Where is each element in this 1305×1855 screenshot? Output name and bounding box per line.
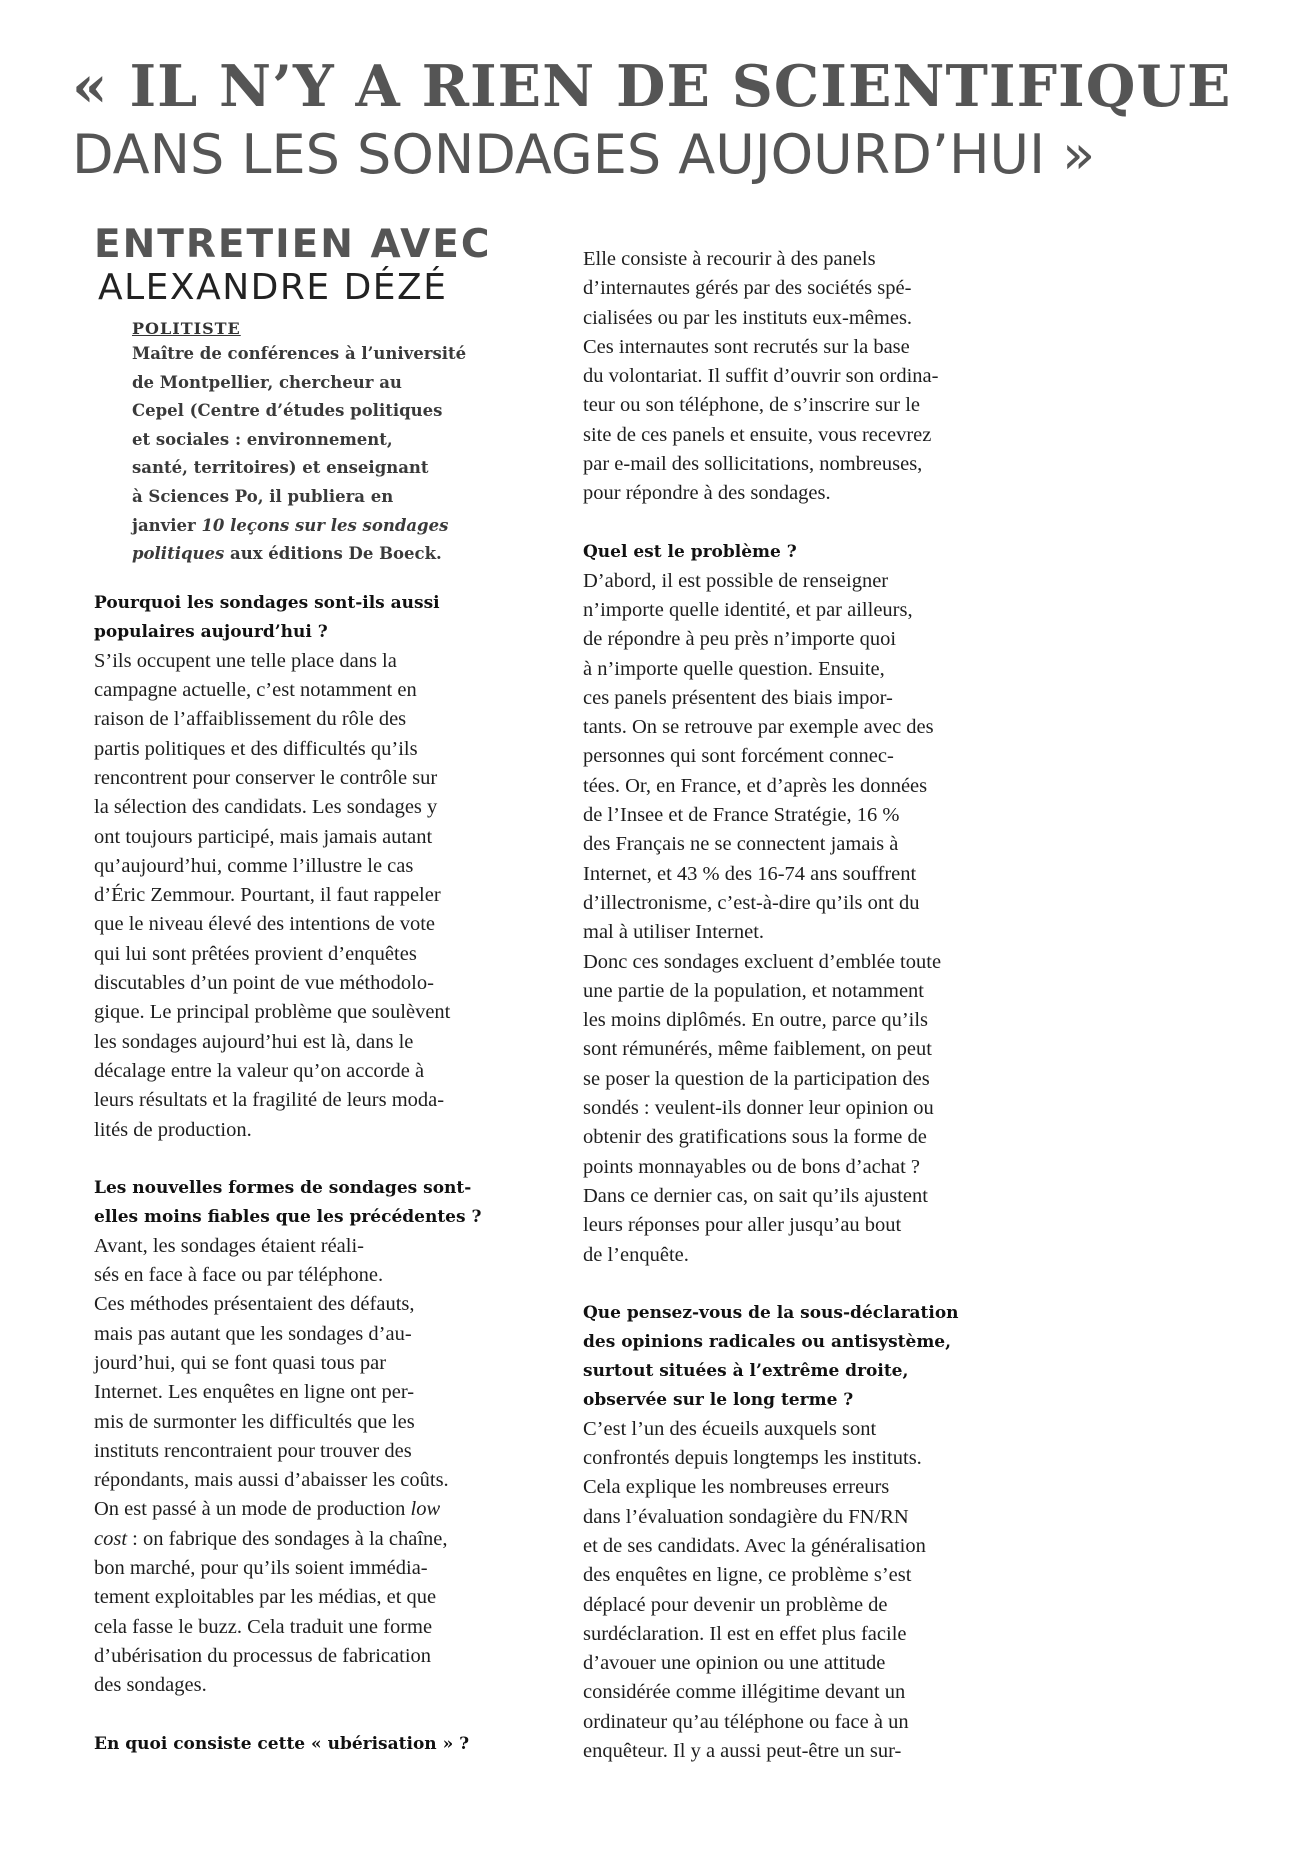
answer-line: n’importe quelle identité, et par ailleurs, xyxy=(583,598,913,621)
question-line: des opinions radicales ou antisystème, xyxy=(583,1331,952,1352)
answer-line: leurs résultats et la fragilité de leurs moda- xyxy=(94,1089,445,1112)
headline xyxy=(72,52,1272,190)
answer-line xyxy=(94,1495,544,1524)
answer-line: Ces internautes sont recrutés sur la base xyxy=(583,335,910,358)
answer-line: les moins diplômés. En outre, parce qu’ils xyxy=(583,1009,929,1032)
bio-text-span: aux éditions De Boeck. xyxy=(224,544,442,564)
bio-text-span: janvier xyxy=(132,515,202,535)
emphasis: low xyxy=(410,1498,441,1521)
answer-line: sondés : veulent-ils donner leur opinion ou xyxy=(583,1097,934,1120)
answer-line: Cela explique les nombreuses erreurs xyxy=(583,1476,890,1499)
answer-line: Internet, et 43 % des 16-74 ans souffrent xyxy=(583,862,917,885)
answer-line: mis de surmonter les difficultés que les xyxy=(94,1410,415,1433)
answer-line: de répondre à peu près n’importe quoi xyxy=(583,628,897,651)
interviewee-role: POLITISTE xyxy=(132,319,241,338)
answer-4 xyxy=(583,567,1028,1270)
answer-text-span: On est passé à un mode de production xyxy=(94,1498,411,1521)
answer-line: tants. On se retrouve par exemple avec des xyxy=(583,716,934,739)
answer-line: site de ces panels et ensuite, vous recevrez xyxy=(583,423,932,446)
headline-line-1: « IL N’Y A RIEN DE SCIENTIFIQUE xyxy=(72,53,1232,120)
bio-line: et sociales : environnement, xyxy=(132,429,393,449)
answer-line: répondants, mais aussi d’abaisser les coûts. xyxy=(94,1469,449,1492)
answer-line: d’internautes gérés par des sociétés spé- xyxy=(583,277,912,300)
answer-line: tement exploitables par les médias, et que xyxy=(94,1586,437,1609)
answer-line: à n’importe quelle question. Ensuite, xyxy=(583,657,885,680)
bio-text xyxy=(132,340,532,569)
answer-line: décalage entre la valeur qu’on accorde à xyxy=(94,1059,425,1082)
answer-line: déplacé pour devenir un problème de xyxy=(583,1593,888,1616)
question-5 xyxy=(583,1299,1028,1415)
answer-line: points monnayables ou de bons d’achat ? xyxy=(583,1155,921,1178)
question-line: surtout situées à l’extrême droite, xyxy=(583,1360,909,1381)
answer-line: Ces méthodes présentaient des défauts, xyxy=(94,1293,415,1316)
answer-line xyxy=(94,1525,544,1554)
answer-line: des enquêtes en ligne, ce problème s’est xyxy=(583,1564,912,1587)
answer-line: ont toujours participé, mais jamais autant xyxy=(94,825,433,848)
answer-2 xyxy=(94,1232,544,1701)
answer-line: pour répondre à des sondages. xyxy=(583,482,831,505)
answer-line: personnes qui sont forcément connec- xyxy=(583,745,894,768)
answer-line: dans l’évaluation sondagière du FN/RN xyxy=(583,1505,909,1528)
answer-line: cialisées ou par les instituts eux-mêmes. xyxy=(583,306,913,329)
answer-line: sont rémunérés, même faiblement, on peut xyxy=(583,1038,932,1061)
bio-line xyxy=(132,540,532,569)
answer-line: leurs réponses pour aller jusqu’au bout xyxy=(583,1214,902,1237)
answer-line: gique. Le principal problème que soulèvent xyxy=(94,1001,451,1024)
answer-line: mais pas autant que les sondages d’au- xyxy=(94,1322,412,1345)
interviewee-bio xyxy=(132,318,532,569)
answer-line: d’Éric Zemmour. Pourtant, il faut rappeler xyxy=(94,884,441,907)
answer-line: de l’enquête. xyxy=(583,1243,689,1266)
right-column xyxy=(583,245,1028,1766)
book-title: 10 leçons sur les sondages xyxy=(201,515,449,535)
headline-line-2: DANS LES SONDAGES AUJOURD’HUI » xyxy=(72,123,1096,186)
answer-line: sés en face à face ou par téléphone. xyxy=(94,1264,384,1287)
answer-line: Elle consiste à recourir à des panels xyxy=(583,248,876,270)
left-column xyxy=(94,224,544,1759)
answer-line: la sélection des candidats. Les sondages y xyxy=(94,796,438,819)
interview-kicker: ENTRETIEN AVEC xyxy=(94,222,492,267)
answer-text-span: : on fabrique des sondages à la chaîne, xyxy=(127,1527,448,1550)
question-line: elles moins fiables que les précédentes ? xyxy=(94,1206,482,1227)
answer-line: une partie de la population, et notamment xyxy=(583,979,924,1002)
answer-line: C’est l’un des écueils auxquels sont xyxy=(583,1417,877,1440)
answer-line: d’illectronisme, c’est-à-dire qu’ils ont du xyxy=(583,891,920,914)
answer-line: d’avouer une opinion ou une attitude xyxy=(583,1652,886,1675)
bio-line: à Sciences Po, il publiera en xyxy=(132,486,394,506)
answer-line: enquêteur. Il y a aussi peut-être un sur- xyxy=(583,1740,902,1763)
answer-line: Avant, les sondages étaient réali- xyxy=(94,1234,365,1257)
bio-line: de Montpellier, chercheur au xyxy=(132,372,402,392)
answer-line: ordinateur qu’au téléphone ou face à un xyxy=(583,1710,909,1733)
answer-line: qu’aujourd’hui, comme l’illustre le cas xyxy=(94,854,414,877)
answer-line: du volontariat. Il suffit d’ouvrir son ordina- xyxy=(583,365,939,388)
answer-line: tées. Or, en France, et d’après les données xyxy=(583,774,928,797)
bio-line xyxy=(132,512,532,541)
answer-line: S’ils occupent une telle place dans la xyxy=(94,649,397,672)
answer-line: confrontés depuis longtemps les instituts. xyxy=(583,1447,922,1470)
answer-line: se poser la question de la participation des xyxy=(583,1067,930,1090)
answer-5 xyxy=(583,1415,1028,1767)
answer-line: jourd’hui, qui se font quasi tous par xyxy=(94,1351,387,1374)
answer-line: Dans ce dernier cas, on sait qu’ils ajustent xyxy=(583,1184,928,1207)
answer-line: lités de production. xyxy=(94,1118,252,1141)
answer-line: qui lui sont prêtées provient d’enquêtes xyxy=(94,942,417,965)
question-2 xyxy=(94,1174,544,1232)
answer-line: que le niveau élevé des intentions de vote xyxy=(94,913,435,936)
answer-line: partis politiques et des difficultés qu’ils xyxy=(94,737,418,760)
answer-line: d’ubérisation du processus de fabrication xyxy=(94,1644,432,1667)
bio-line: Cepel (Centre d’études politiques xyxy=(132,401,443,421)
bio-line: santé, territoires) et enseignant xyxy=(132,458,429,478)
answer-line: surdéclaration. Il est en effet plus facile xyxy=(583,1622,907,1645)
question-line: Les nouvelles formes de sondages sont- xyxy=(94,1177,472,1198)
answer-line: mal à utiliser Internet. xyxy=(583,921,765,944)
answer-line: Donc ces sondages excluent d’emblée toute xyxy=(583,950,942,973)
question-line: observée sur le long terme ? xyxy=(583,1389,854,1410)
question-line: populaires aujourd’hui ? xyxy=(94,621,328,642)
answer-1 xyxy=(94,647,544,1145)
book-title: politiques xyxy=(132,544,225,564)
answer-line: de l’Insee et de France Stratégie, 16 % xyxy=(583,804,900,827)
bio-line: Maître de conférences à l’université xyxy=(132,344,467,363)
answer-line: instituts rencontraient pour trouver des xyxy=(94,1439,412,1462)
question-1 xyxy=(94,589,544,647)
question-4: Quel est le problème ? xyxy=(583,541,797,562)
answer-line: ces panels présentent des biais impor- xyxy=(583,686,893,709)
answer-line: et de ses candidats. Avec la généralisation xyxy=(583,1534,926,1557)
emphasis: cost xyxy=(94,1527,128,1550)
answer-line: des sondages. xyxy=(94,1674,207,1697)
question-line: Que pensez-vous de la sous-déclaration xyxy=(583,1302,959,1323)
answer-line: cela fasse le buzz. Cela traduit une forme xyxy=(94,1615,433,1638)
answer-line: teur ou son téléphone, de s’inscrire sur le xyxy=(583,394,921,417)
answer-line: les sondages aujourd’hui est là, dans le xyxy=(94,1030,414,1053)
answer-line: rencontrent pour conserver le contrôle sur xyxy=(94,766,438,789)
question-3: En quoi consiste cette « ubérisation » ? xyxy=(94,1733,470,1754)
answer-line: D’abord, il est possible de renseigner xyxy=(583,569,889,592)
answer-line: des Français ne se connectent jamais à xyxy=(583,833,899,856)
answer-line: obtenir des gratifications sous la forme de xyxy=(583,1126,927,1149)
answer-line: par e-mail des sollicitations, nombreuses, xyxy=(583,453,923,476)
answer-line: Internet. Les enquêtes en ligne ont per- xyxy=(94,1381,415,1404)
question-line: Pourquoi les sondages sont-ils aussi xyxy=(94,592,440,613)
answer-line: bon marché, pour qu’ils soient immédia- xyxy=(94,1557,428,1580)
answer-line: raison de l’affaiblissement du rôle des xyxy=(94,708,407,731)
interviewee-name: ALEXANDRE DÉZÉ xyxy=(98,267,448,308)
answer-line: campagne actuelle, c’est notamment en xyxy=(94,679,417,702)
answer-line: discutables d’un point de vue méthodolo- xyxy=(94,972,434,995)
answer-line: considérée comme illégitime devant un xyxy=(583,1681,906,1704)
answer-3 xyxy=(583,245,1028,509)
